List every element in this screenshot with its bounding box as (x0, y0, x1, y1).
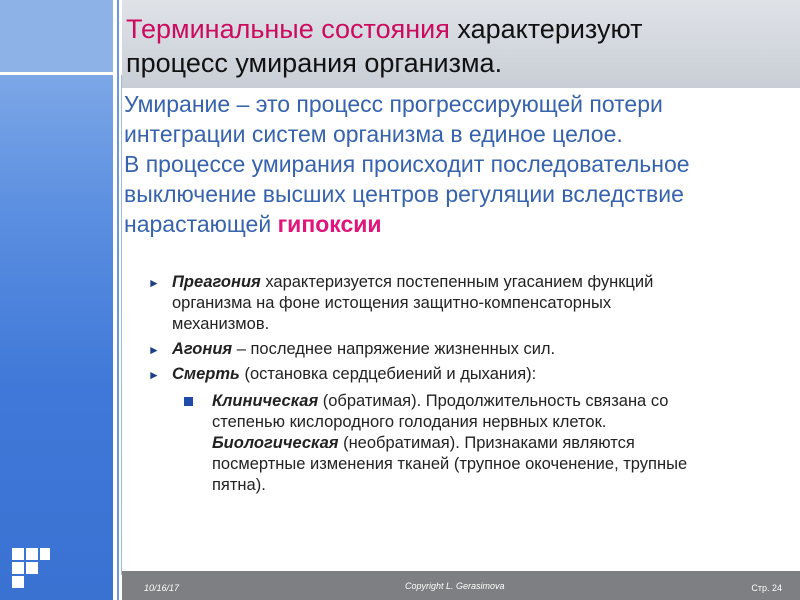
agony-text: – последнее напряжение жизненных сил. (232, 340, 556, 358)
title-highlight: Терминальные состояния (126, 14, 450, 44)
term-biological: Биологическая (212, 434, 339, 452)
biological-text: (необратимая). Признаками являются посмертные изменения тканей (трупное окоченение, трупные пятна). (212, 434, 688, 494)
hypoxia-highlight: гипоксии (277, 211, 382, 237)
intro-paragraph-1: Умирание – это процесс прогрессирующей потери интеграции систем организма в единое целое. (124, 91, 663, 147)
death-text: (остановка сердцебиений и дыхания): (239, 365, 537, 383)
term-agony: Агония (172, 340, 233, 358)
bullet-list (148, 272, 688, 496)
slide-title (126, 12, 786, 80)
bullet-agony (148, 339, 668, 360)
bullet-preagony (148, 272, 668, 335)
intro-p2-text: В процессе умирания происходит последовательное выключение высших центров регуляции вследствие нарастающей (124, 151, 690, 237)
vertical-divider-thin (121, 75, 122, 575)
clinical-text: (обратимая). Продолжительность связана со степенью кислородного голодания нервных клеток. (212, 392, 669, 431)
term-preagony: Преагония (172, 273, 261, 291)
sub-bullet-clinical (184, 391, 732, 496)
term-clinical: Клиническая (212, 392, 319, 410)
title-line2: процесс умирания организма. (126, 48, 503, 78)
footer-copyright: Copyright L. Gerasimova (405, 581, 505, 591)
bullet-death (148, 364, 668, 385)
grid-squares-icon (12, 548, 50, 588)
sidebar-divider (0, 72, 113, 75)
intro-text (124, 89, 784, 239)
sidebar-top-block (0, 0, 113, 72)
vertical-divider (117, 0, 119, 600)
bullet-square-icon (184, 397, 193, 406)
bullet-triangle-icon: ► (148, 368, 160, 382)
sub-bullet-list (148, 391, 688, 496)
title-rest: характеризуют (449, 14, 643, 44)
footer-page-number: Стр. 24 (751, 583, 782, 593)
footer-bar (122, 571, 800, 600)
left-sidebar (0, 0, 113, 600)
term-death: Смерть (172, 365, 240, 383)
bullet-triangle-icon: ► (148, 276, 160, 290)
preagony-text: характеризуется постепенным угасанием функций организма на фоне истощения защитно-компенсаторных механизмов. (172, 273, 654, 333)
footer-date: 10/16/17 (144, 583, 180, 593)
bullet-triangle-icon: ► (148, 343, 160, 357)
intro-paragraph-2 (124, 149, 784, 239)
